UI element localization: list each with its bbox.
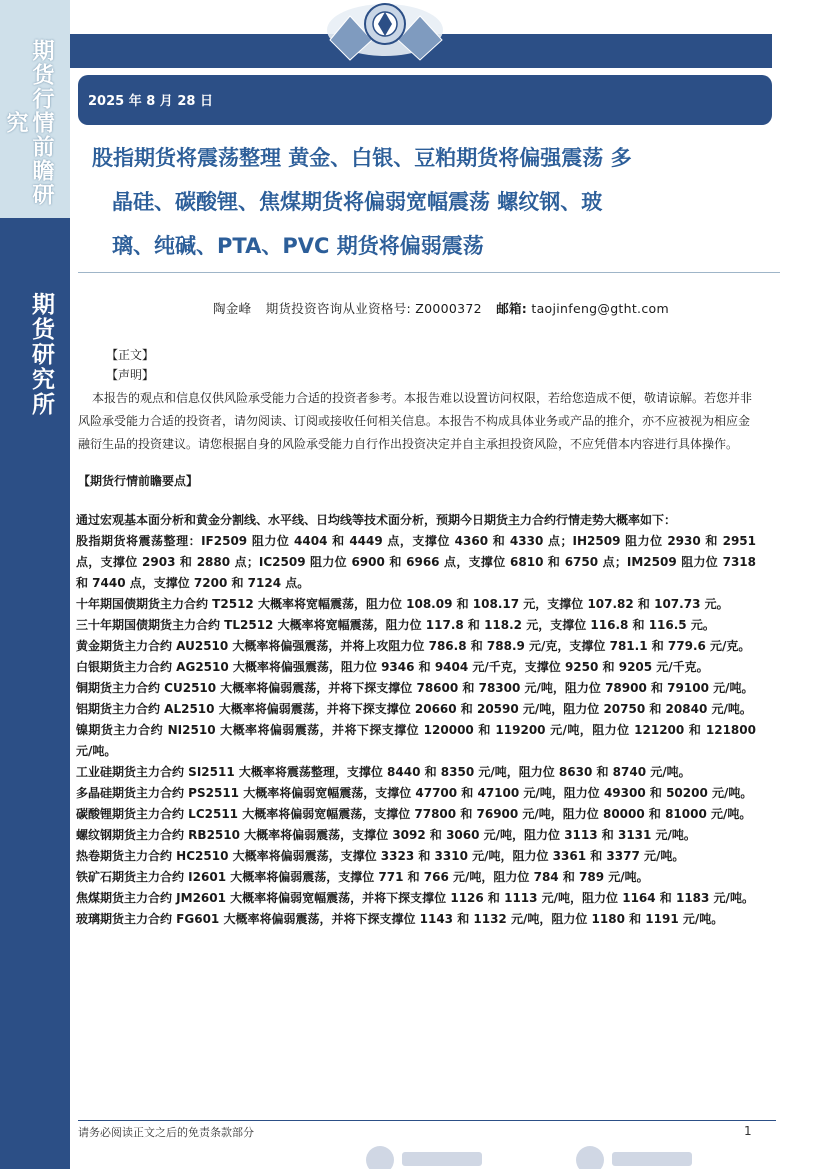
forecast-industrial-silicon: 工业硅期货主力合约 SI2511 大概率将震荡整理，支撑位 8440 和 8350 元/吨，阻力位 8630 和 8740 元/吨。 [76, 765, 691, 779]
footer-divider [78, 1120, 776, 1121]
forecast-lithium-carbonate: 碳酸锂期货主力合约 LC2511 大概率将偏弱宽幅震荡，支撑位 77800 和 76900 元/吨，阻力位 80000 和 81000 元/吨。 [76, 807, 752, 821]
forecast-t2512: 十年期国债期货主力合约 T2512 大概率将宽幅震荡，阻力位 108.09 和 108.17 元，支撑位 107.82 和 107.73 元。 [76, 597, 729, 611]
title-line-1: 股指期货将震荡整理 黄金、白银、豆粕期货将偏强震荡 多 [92, 146, 632, 170]
report-date: 2025 年 8 月 28 日 [88, 94, 213, 109]
key-points-heading: 【期货行情前瞻要点】 [78, 474, 199, 488]
forecast-copper: 铜期货主力合约 CU2510 大概率将偏弱震荡，并将下探支撑位 78600 和 78300 元/吨，阻力位 78900 和 79100 元/吨。 [76, 681, 754, 695]
report-title [92, 136, 752, 268]
sidebar-bottom-label: 期货研究所 [28, 292, 54, 417]
sidebar-bottom-panel [0, 218, 70, 1169]
forecast-iron-ore: 铁矿石期货主力合约 I2601 大概率将偏弱震荡，支撑位 771 和 766 元/吨，阻力位 784 和 789 元/吨。 [76, 870, 649, 884]
forecast-nickel: 镍期货主力合约 NI2510 大概率将偏弱震荡，并将下探支撑位 120000 和 119200 元/吨，阻力位 121200 和 121800 元/吨。 [76, 723, 756, 758]
forecast-stock-index: 股指期货将震荡整理：IF2509 阻力位 4404 和 4449 点，支撑位 4360 和 4330 点；IH2509 阻力位 2930 和 2951 点，支撑位 2903 和 2880 点；IC2509 阻力位 6900 和 6966 点，支撑位 6810 和 6750 点；IM2509 阻力位 7318 和 7440 点，支撑位 7200 和 7124 点。 [76, 534, 756, 590]
intro-paragraph: 通过宏观基本面分析和黄金分割线、水平线、日均线等技术面分析，预期今日期货主力合约行情走势大概率如下： [76, 513, 677, 527]
forecast-aluminum: 铝期货主力合约 AL2510 大概率将偏弱震荡，并将下探支撑位 20660 和 20590 元/吨，阻力位 20750 和 20840 元/吨。 [76, 702, 752, 716]
author-name: 陶金峰 [213, 301, 252, 316]
title-line-2: 晶硅、碳酸锂、焦煤期货将偏弱宽幅震荡 螺纹钢、玻 [112, 190, 603, 214]
forecast-hot-coil: 热卷期货主力合约 HC2510 大概率将偏弱震荡，支撑位 3323 和 3310 元/吨，阻力位 3361 和 3377 元/吨。 [76, 849, 685, 863]
forecast-tl2512: 三十年期国债期货主力合约 TL2512 大概率将宽幅震荡，阻力位 117.8 和 118.2 元，支撑位 116.8 和 116.5 元。 [76, 618, 715, 632]
author-email: taojinfeng@gtht.com [531, 301, 669, 316]
footer-notice: 请务必阅读正文之后的免责条款部分 [78, 1126, 254, 1139]
forecast-glass: 玻璃期货主力合约 FG601 大概率将偏弱震荡，并将下探支撑位 1143 和 1132 元/吨，阻力位 1180 和 1191 元/吨。 [76, 912, 724, 926]
title-line-3: 璃、纯碱、PTA、PVC 期货将偏弱震荡 [112, 234, 484, 258]
sidebar-top-panel [0, 0, 70, 218]
diamond-logo-icon [320, 0, 450, 64]
watermark-logo-icon [360, 1140, 780, 1169]
author-cert: 期货投资咨询从业资格号: Z0000372 [265, 301, 482, 316]
page-number: 1 [744, 1124, 752, 1138]
forecast-polysilicon: 多晶硅期货主力合约 PS2511 大概率将偏弱宽幅震荡，支撑位 47700 和 47100 元/吨，阻力位 49300 和 50200 元/吨。 [76, 786, 753, 800]
forecast-gold: 黄金期货主力合约 AU2510 大概率将偏强震荡，并将上攻阻力位 786.8 和 788.9 元/克，支撑位 781.1 和 779.6 元/克。 [76, 639, 751, 653]
forecast-rebar: 螺纹钢期货主力合约 RB2510 大概率将偏弱震荡，支撑位 3092 和 3060 元/吨，阻力位 3113 和 3131 元/吨。 [76, 828, 696, 842]
body-label: 【正文】 [106, 348, 155, 362]
forecast-silver: 白银期货主力合约 AG2510 大概率将偏强震荡，阻力位 9346 和 9404 元/千克，支撑位 9250 和 9205 元/千克。 [76, 660, 709, 674]
title-divider [78, 272, 780, 273]
email-label: 邮箱: [496, 301, 528, 316]
disclaimer-text: 本报告的观点和信息仅供风险承受能力合适的投资者参考。本报告难以设置访问权限，若给您造成不便，敬请谅解。若您并非风险承受能力合适的投资者，请勿阅读、订阅或接收任何相关信息。本报告不构成具体业务或产品的推介，亦不应被视为相应金融衍生品的投资建议。请您根据自身的风险承受能力自行作出投资决定并自主承担投资风险，不应凭借本内容进行具体操作。 [78, 391, 753, 451]
sidebar-top-label: 期货行情前瞻研究 [3, 39, 54, 207]
date-banner [78, 75, 772, 125]
forecast-coking-coal: 焦煤期货主力合约 JM2601 大概率将偏弱宽幅震荡，并将下探支撑位 1126 和 1113 元/吨，阻力位 1164 和 1183 元/吨。 [76, 891, 754, 905]
forecast-content [76, 510, 756, 930]
statement-label: 【声明】 [106, 368, 155, 382]
author-line [213, 299, 669, 317]
